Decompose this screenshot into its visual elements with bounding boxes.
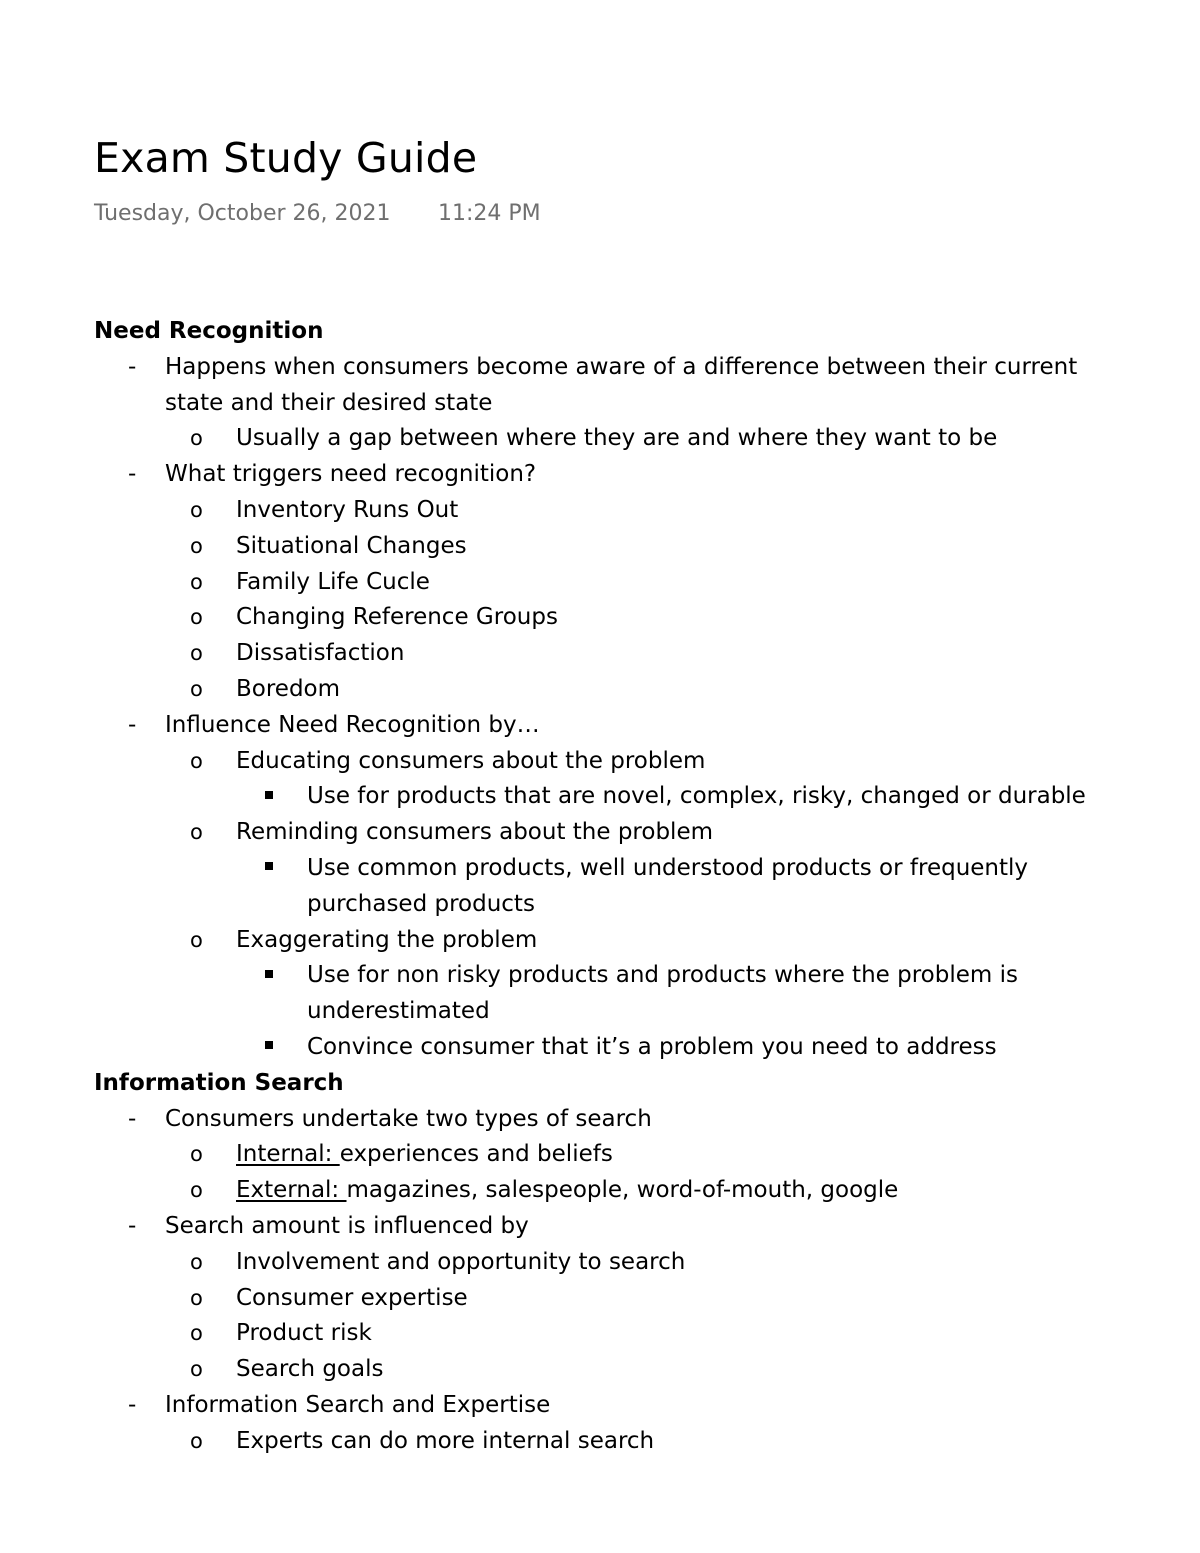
list-item-continuation [0,386,1200,422]
circle-bullet: o [190,1178,203,1203]
list-item [0,1245,1200,1281]
list-item [0,529,1200,565]
list-item [0,636,1200,672]
list-item-text: Changing Reference Groups [236,604,558,631]
list-item-text: Convince consumer that it’s a problem you need to address [307,1033,997,1060]
list-item [0,600,1200,636]
list-item-text: Use for products that are novel, complex, risky, changed or durable [307,783,1086,810]
list-item-text: Product risk [236,1320,372,1347]
list-item [0,457,1200,493]
list-item-continuation [0,994,1200,1030]
list-item-continuation [0,887,1200,923]
list-item [0,958,1200,994]
circle-bullet: o [190,569,203,594]
page-title: Exam Study Guide [94,134,478,182]
list-item [0,565,1200,601]
list-item-text: Influence Need Recognition by… [165,711,540,738]
dash-bullet: - [128,353,137,380]
circle-bullet: o [190,1249,203,1274]
list-item [0,1030,1200,1066]
circle-bullet: o [190,1428,203,1453]
circle-bullet: o [190,1142,203,1167]
list-item-text: Search goals [236,1356,384,1383]
list-item [0,421,1200,457]
list-item-text: Usually a gap between where they are and where they want to be [236,425,998,452]
list-item-text: Search amount is influenced by [165,1212,529,1239]
list-item [0,815,1200,851]
circle-bullet: o [190,927,203,952]
note-time: 11:24 PM [438,201,541,226]
circle-bullet: o [190,1357,203,1382]
list-item-text: Involvement and opportunity to search [236,1248,686,1275]
list-item-text: Boredom [236,675,341,702]
note-date: Tuesday, October 26, 2021 [94,201,391,226]
list-item-text: purchased products [307,890,535,917]
list-item [0,851,1200,887]
list-item [0,493,1200,529]
list-item [0,1316,1200,1352]
list-item [0,744,1200,780]
square-bullet [265,851,273,887]
circle-bullet: o [190,426,203,451]
section-heading-information-search: Information Search [94,1069,344,1096]
list-item [0,1388,1200,1424]
list-item [0,1137,1200,1173]
list-item-text: Use common products, well understood products or frequently [307,854,1029,881]
square-bullet [265,1030,273,1066]
list-item [0,779,1200,815]
list-item-text: Use for non risky products and products where the problem is [307,962,1018,989]
circle-bullet: o [190,676,203,701]
list-item-text: Consumer expertise [236,1284,468,1311]
list-item-text [236,1173,898,1209]
dash-bullet: - [128,1105,137,1132]
list-item-text [236,1137,613,1173]
dash-bullet: - [128,461,137,488]
circle-bullet: o [190,820,203,845]
square-bullet [265,779,273,815]
external-description: magazines, salespeople, word-of-mouth, google [346,1177,899,1204]
circle-bullet: o [190,533,203,558]
list-item [0,1173,1200,1209]
list-item-text: underestimated [307,998,490,1025]
circle-bullet: o [190,1321,203,1346]
list-item-text: Dissatisfaction [236,640,405,667]
note-body [0,314,1200,1454]
list-item-text: state and their desired state [165,389,493,416]
list-item-text: What triggers need recognition? [165,461,537,488]
list-item-text: Happens when consumers become aware of a difference between their current [165,353,1078,380]
circle-bullet: o [190,748,203,773]
list-item [0,1209,1200,1245]
list-item [0,1102,1200,1138]
list-item [0,350,1200,386]
list-item-text: Exaggerating the problem [236,926,538,953]
list-item-text: Consumers undertake two types of search [165,1105,652,1132]
list-item-text: Experts can do more internal search [236,1427,655,1454]
list-item-text: Information Search and Expertise [165,1391,551,1418]
list-item [0,708,1200,744]
dash-bullet: - [128,1391,137,1418]
internal-label: Internal: [236,1141,340,1168]
list-item [0,1352,1200,1388]
circle-bullet: o [190,605,203,630]
list-item [0,923,1200,959]
list-item [0,1424,1200,1460]
circle-bullet: o [190,1285,203,1310]
list-item-text: Reminding consumers about the problem [236,819,714,846]
list-item-text: Situational Changes [236,532,467,559]
circle-bullet: o [190,641,203,666]
internal-description: experiences and beliefs [339,1141,613,1168]
section-heading-need-recognition: Need Recognition [94,318,324,344]
list-item [0,672,1200,708]
list-item-text: Family Life Cucle [236,568,430,595]
list-item [0,1281,1200,1317]
list-item-text: Educating consumers about the problem [236,747,706,774]
external-label: External: [236,1177,347,1204]
dash-bullet: - [128,1212,137,1239]
circle-bullet: o [190,497,203,522]
list-item-text: Inventory Runs Out [236,496,459,523]
dash-bullet: - [128,711,137,738]
square-bullet [265,958,273,994]
